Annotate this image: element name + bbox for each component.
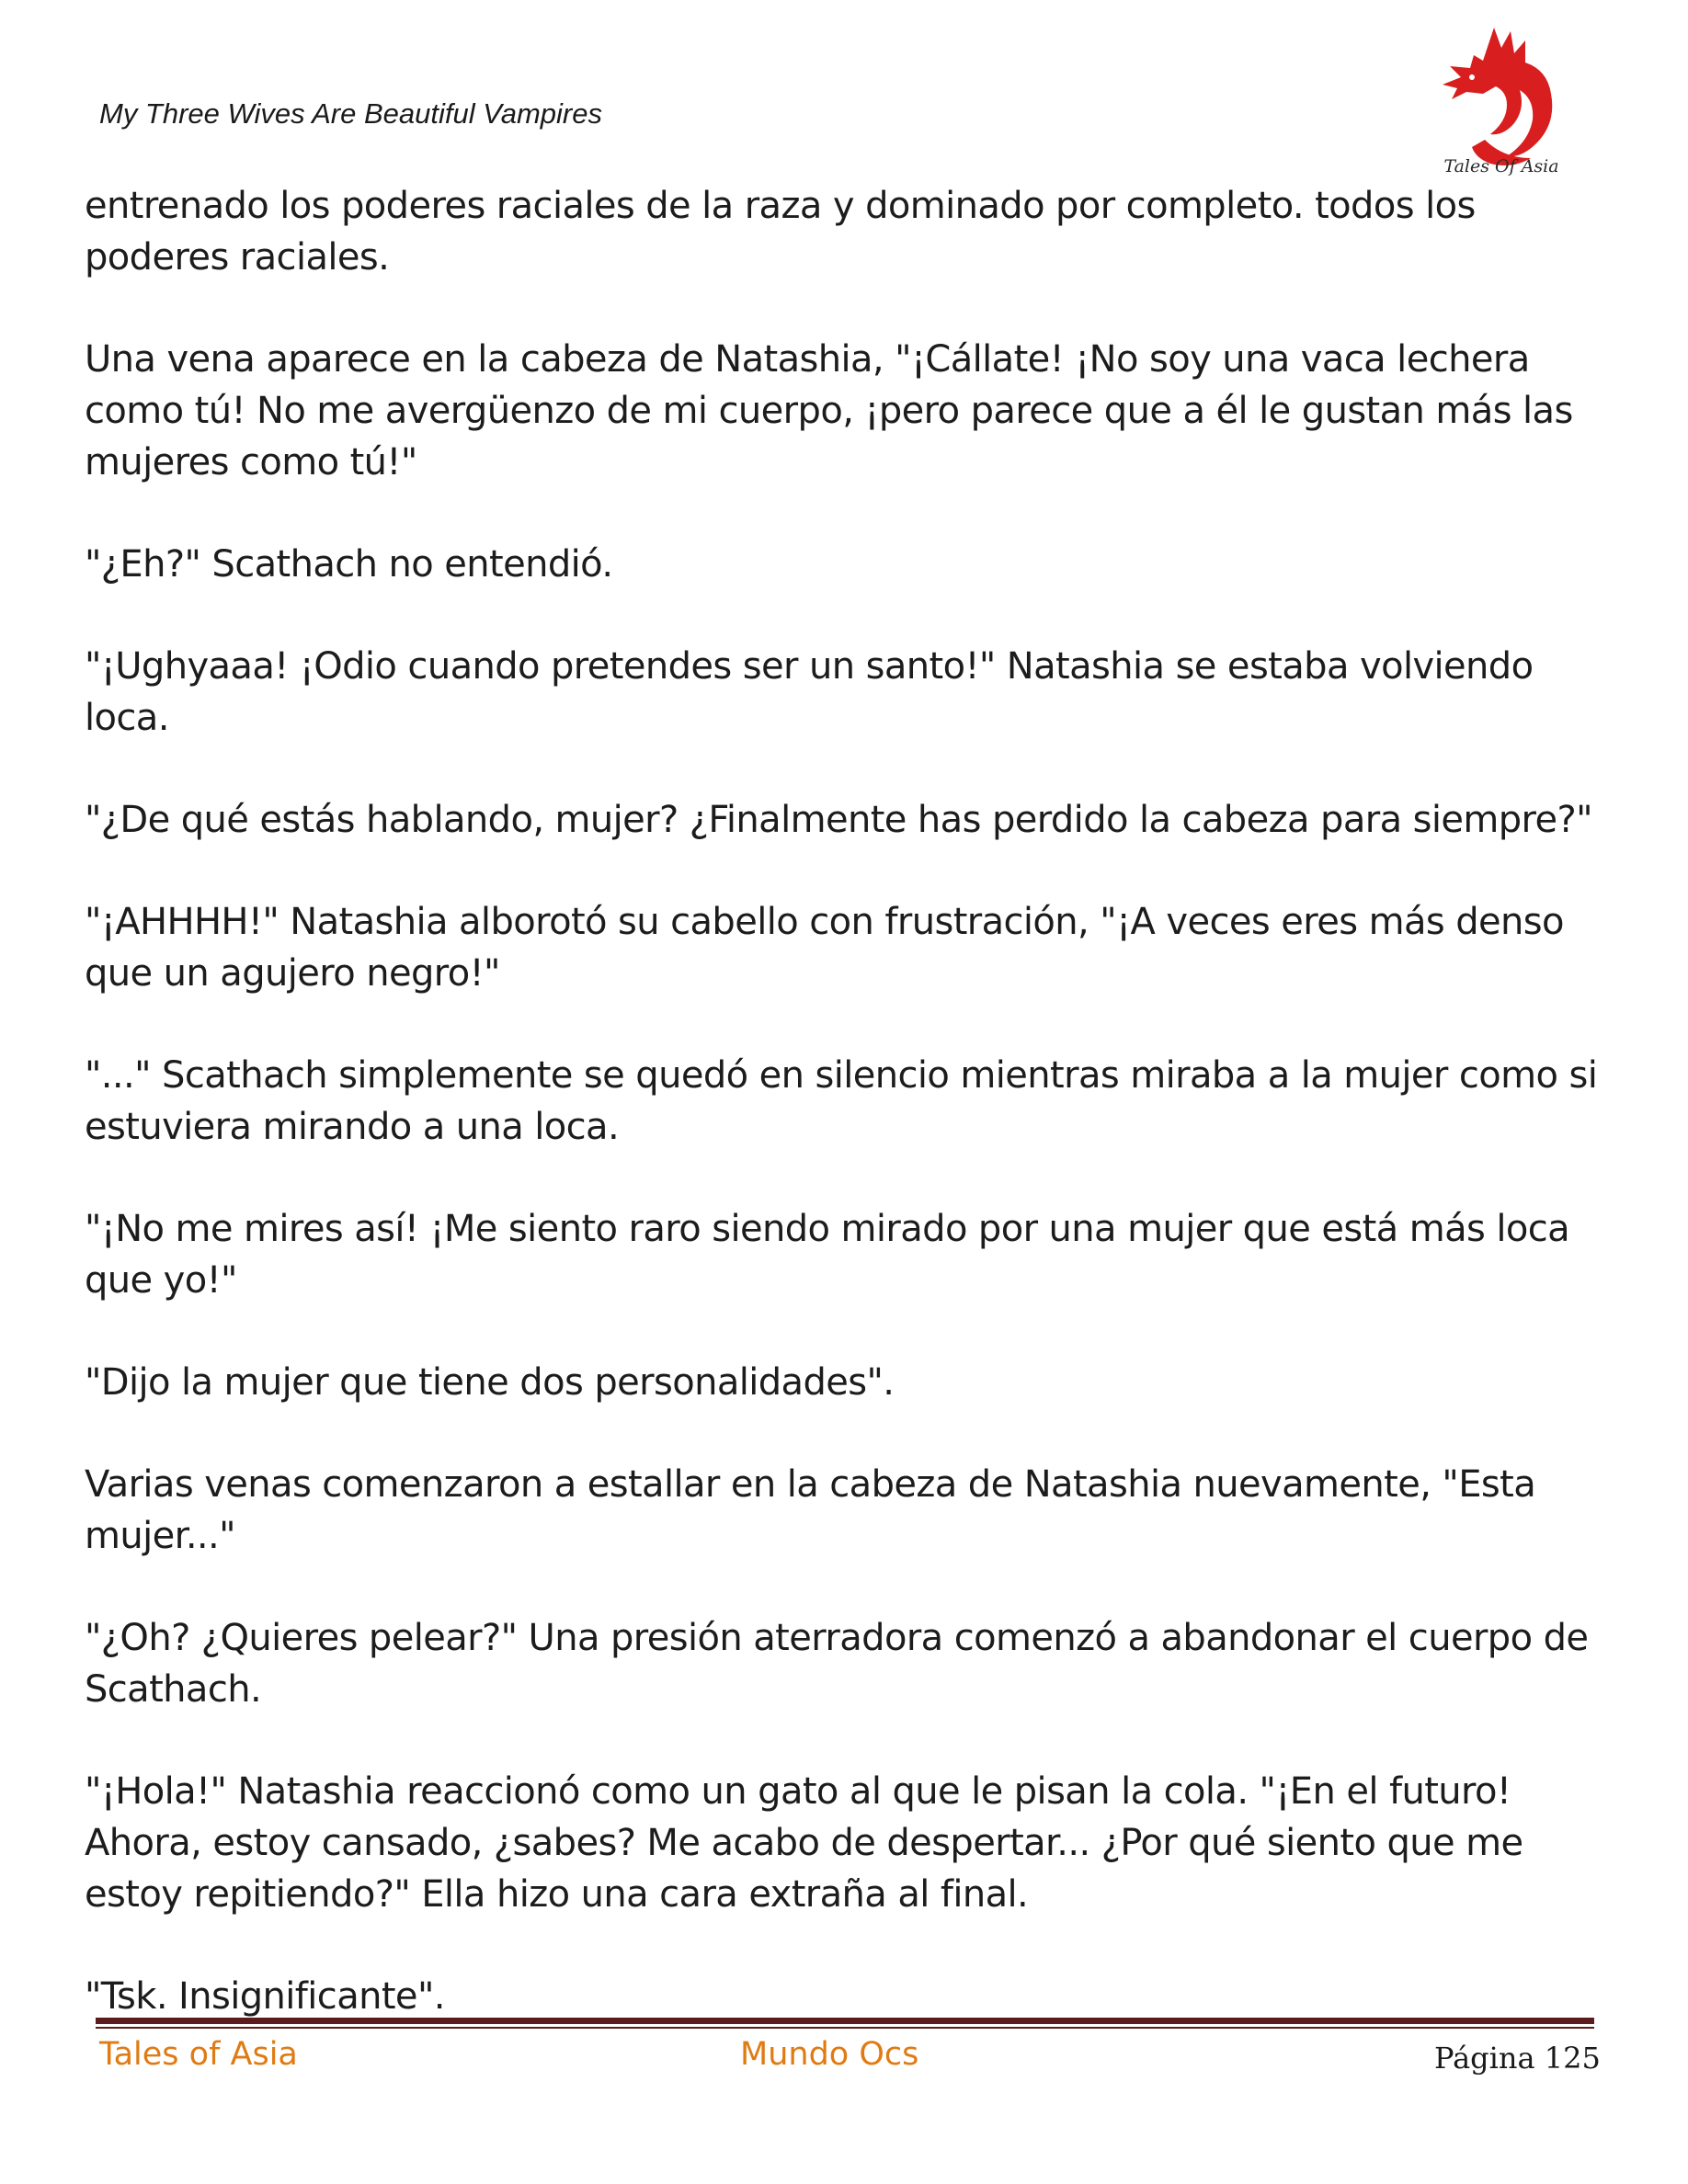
- paragraph: Una vena aparece en la cabeza de Natashia, "¡Cállate! ¡No soy una vaca lechera como tú! No me avergüenzo de mi cuerpo, ¡pero parece que a él le gustan más las mujeres como tú!": [85, 338, 1573, 483]
- paragraph: "¡Hola!" Natashia reaccionó como un gato al que le pisan la cola. "¡En el futuro! Ahora, estoy cansado, ¿sabes? Me acabo de despertar... ¿Por qué siento que me estoy repitiendo?" Ella hizo una cara extraña al final.: [85, 1770, 1523, 1916]
- paragraph: "Tsk. Insignificante".: [85, 1975, 445, 2018]
- paragraph: "..." Scathach simplemente se quedó en silencio mientras miraba a la mujer como si estuviera mirando a una loca.: [85, 1054, 1598, 1148]
- paragraph: Varias venas comenzaron a estallar en la cabeza de Natashia nuevamente, "Esta mujer...": [85, 1463, 1536, 1557]
- paragraph: "Dijo la mujer que tiene dos personalidades".: [85, 1361, 895, 1404]
- footer-center-text: Mundo Ocs: [740, 2036, 919, 2073]
- paragraph: "¡No me mires así! ¡Me siento raro siendo mirado por una mujer que está más loca que yo!": [85, 1208, 1570, 1302]
- footer-rule: [96, 2018, 1594, 2024]
- paragraph: "¿Eh?" Scathach no entendió.: [85, 543, 613, 586]
- paragraph: "¡Ughyaaa! ¡Odio cuando pretendes ser un santo!" Natashia se estaba volviendo loca.: [85, 645, 1534, 739]
- footer-left-text: Tales of Asia: [99, 2036, 298, 2073]
- header-title: My Three Wives Are Beautiful Vampires: [99, 97, 602, 130]
- paragraph: "¿De qué estás hablando, mujer? ¿Finalmente has perdido la cabeza para siempre?": [85, 799, 1592, 841]
- logo-text: Tales Of Asia: [1443, 156, 1559, 176]
- paragraph: "¿Oh? ¿Quieres pelear?" Una presión aterradora comenzó a abandonar el cuerpo de Scathach.: [85, 1617, 1589, 1711]
- paragraph: entrenado los poderes raciales de la raza y dominado por completo. todos los poderes raciales.: [85, 185, 1476, 279]
- document-body: [85, 180, 1611, 2073]
- page-number: Página 125: [1434, 2041, 1601, 2076]
- footer-rule-thin: [96, 2027, 1594, 2029]
- paragraph: "¡AHHHH!" Natashia alborotó su cabello con frustración, "¡A veces eres más denso que un agujero negro!": [85, 901, 1564, 995]
